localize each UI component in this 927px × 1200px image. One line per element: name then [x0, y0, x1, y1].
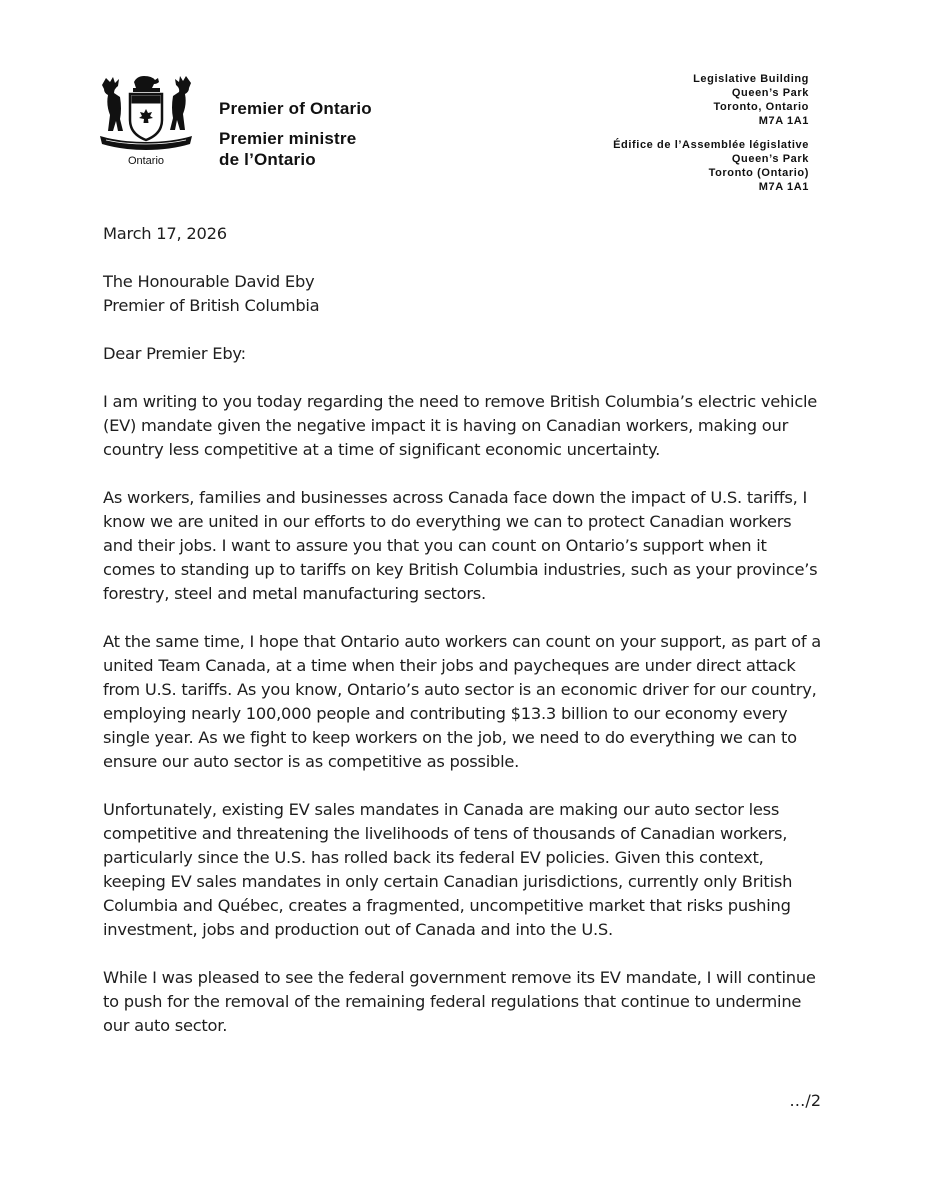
- crest-label: Ontario: [127, 155, 165, 167]
- address-fr-line: M7A 1A1: [758, 181, 809, 193]
- letter-body: [103, 222, 823, 1062]
- office-title-fr-line2: de l’Ontario: [219, 150, 316, 169]
- body-paragraph: Unfortunately, existing EV sales mandates in Canada are making our auto sector less competitive and threatening the livelihoods of tens of thousands of Canadian workers, particularly since the U.S. has rolled back its federal EV policies. Given this context, keeping EV sales mandates in only certain Canadian jurisdictions, currently only British Columbia and Québec, creates a fragmented, uncompetitive market that risks pushing investment, jobs and production out of Canada and into the U.S.: [103, 800, 793, 939]
- body-paragraph: I am writing to you today regarding the need to remove British Columbia’s electric vehicle (EV) mandate given the negative impact it is having on Canadian workers, making our country less competitive at a time of significant economic uncertainty.: [103, 392, 818, 459]
- address-fr-line: Toronto (Ontario): [708, 167, 809, 179]
- recipient-name: The Honourable David Eby: [103, 272, 315, 291]
- address-en-line: M7A 1A1: [758, 115, 809, 127]
- address-fr: [613, 138, 809, 194]
- office-title: [219, 98, 372, 170]
- address-fr-line: Édifice de l’Assemblée législative: [613, 139, 809, 151]
- ontario-coat-of-arms: [96, 70, 196, 170]
- recipient-title: Premier of British Columbia: [103, 296, 320, 315]
- salutation: Dear Premier Eby:: [103, 344, 246, 363]
- address-en-line: Queen’s Park: [731, 87, 809, 99]
- address-en-line: Legislative Building: [693, 73, 809, 85]
- body-paragraph: At the same time, I hope that Ontario auto workers can count on your support, as part of a united Team Canada, at a time when their jobs and paycheques are under direct attack from U.S. tariffs. As you know, Ontario’s auto sector is an economic driver for our country, employing nearly 100,000 people and contributing $13.3 billion to our economy every single year. As we fight to keep workers on the job, we need to do everything we can to ensure our auto sector is as competitive as possible.: [103, 632, 822, 771]
- address-block: [613, 72, 809, 194]
- address-en-line: Toronto, Ontario: [713, 101, 809, 113]
- page-indicator: …/2: [789, 1091, 821, 1110]
- body-paragraph: While I was pleased to see the federal government remove its EV mandate, I will continue to push for the removal of the remaining federal regulations that continue to undermine our auto sector.: [103, 968, 816, 1035]
- address-fr-line: Queen’s Park: [731, 153, 809, 165]
- office-title-fr-line1: Premier ministre: [219, 129, 357, 148]
- letter-date: March 17, 2026: [103, 224, 227, 243]
- recipient-block: [103, 270, 823, 318]
- office-title-en: Premier of Ontario: [219, 99, 372, 118]
- coat-of-arms-icon: [96, 70, 196, 154]
- address-en: [613, 72, 809, 128]
- body-paragraph: As workers, families and businesses across Canada face down the impact of U.S. tariffs, I know we are united in our efforts to do everything we can to protect Canadian workers and their jobs. I want to assure you that you can count on Ontario’s support when it comes to standing up to tariffs on key British Columbia industries, such as your province’s forestry, steel and metal manufacturing sectors.: [103, 488, 818, 603]
